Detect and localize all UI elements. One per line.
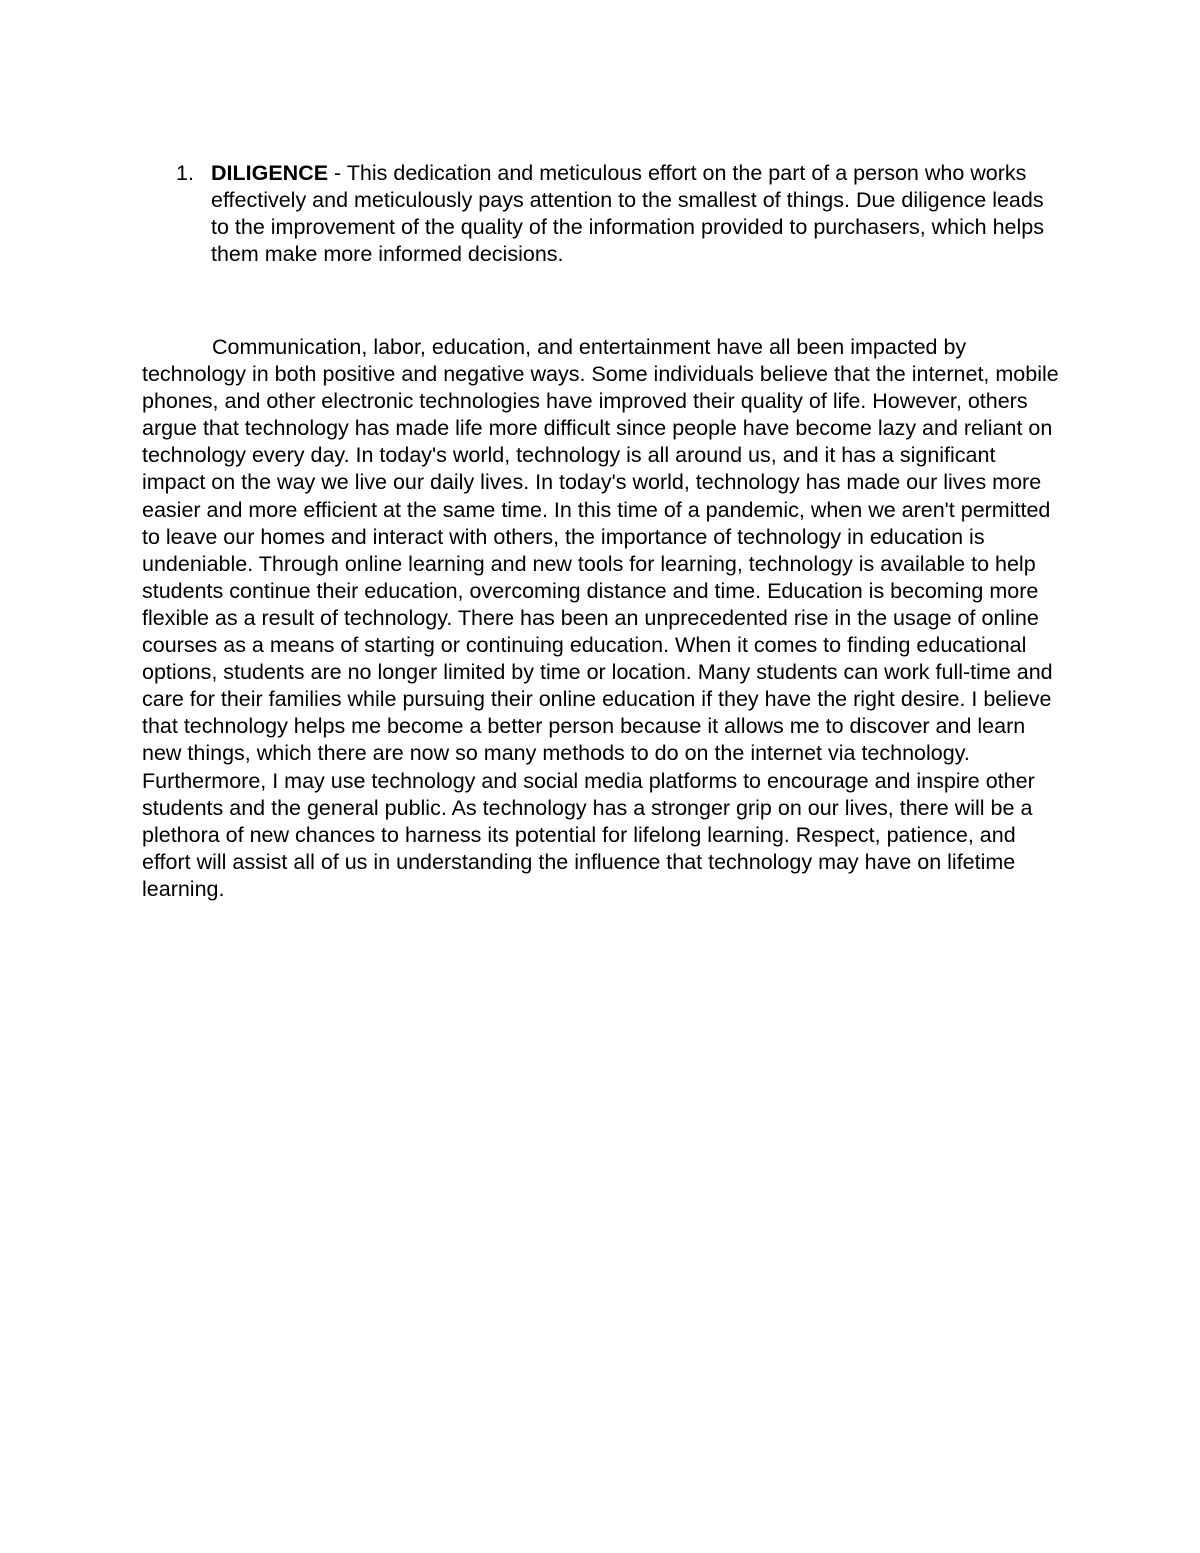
numbered-list: [176, 160, 1056, 268]
list-item-number: 1.: [176, 161, 194, 185]
list-item: [176, 160, 1056, 268]
term-definition: This dedication and meticulous effort on the part of a person who works effectively and meticulously pays attention to the smallest of things. Due diligence leads to the improvement of the quality of the information provided to purchasers, which helps them make more informed decisions.: [211, 161, 1044, 267]
essay-paragraph: Communication, labor, education, and entertainment have all been impacted by technology in both positive and negative ways. Some individuals believe that the internet, mobile phones, and other electronic technologies have improved their quality of life. However, others argue that technology has made life more difficult since people have become lazy and reliant on technology every day. In today's world, technology is all around us, and it has a significant impact on the way we live our daily lives. In today's world, technology has made our lives more easier and more efficient at the same time. In this time of a pandemic, when we aren't permitted to leave our homes and interact with others, the importance of technology in education is undeniable. Through online learning and new tools for learning, technology is available to help students continue their education, overcoming distance and time. Education is becoming more flexible as a result of technology. There has been an unprecedented rise in the usage of online courses as a means of starting or continuing education. When it comes to finding educational options, students are no longer limited by time or location. Many students can work full-time and care for their families while pursuing their online education if they have the right desire. I believe that technology helps me become a better person because it allows me to discover and learn new things, which there are now so many methods to do on the internet via technology. Furthermore, I may use technology and social media platforms to encourage and inspire other students and the general public. As technology has a stronger grip on our lives, there will be a plethora of new chances to harness its potential for lifelong learning. Respect, patience, and effort will assist all of us in understanding the influence that technology may have on lifetime learning.: [142, 335, 1059, 901]
term-diligence: DILIGENCE: [211, 161, 329, 185]
term-separator: -: [328, 161, 347, 185]
